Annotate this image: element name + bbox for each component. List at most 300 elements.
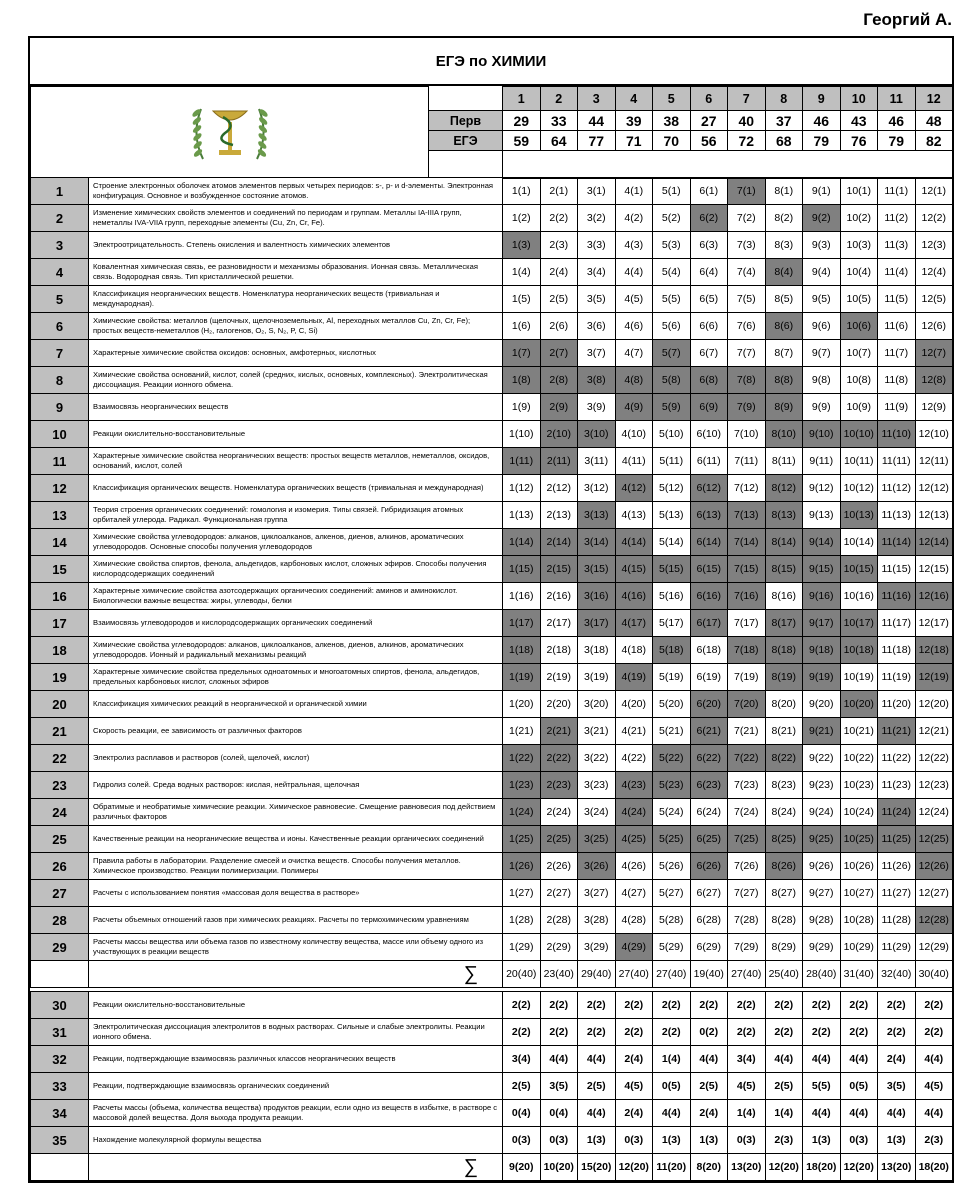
task-result-cell: 10(18) — [840, 637, 878, 664]
task-result-cell: 4(10) — [615, 421, 653, 448]
task-result-cell: 10(9) — [840, 394, 878, 421]
task-result-cell: 6(8) — [690, 367, 728, 394]
task-result-cell: 5(15) — [653, 556, 691, 583]
part1-total: 25(40) — [765, 961, 803, 988]
task-result-cell: 11(10) — [878, 421, 916, 448]
task-description: Классификация химических реакций в неорганической и органической химии — [89, 691, 503, 718]
task-result-cell: 3(27) — [578, 880, 616, 907]
task-result-cell: 5(29) — [653, 934, 691, 961]
task-result-cell: 2(19) — [540, 664, 578, 691]
task-result-cell: 7(14) — [728, 529, 766, 556]
task-result-cell: 3(5) — [578, 286, 616, 313]
task-result-cell: 2(2) — [540, 1019, 578, 1046]
task-result-cell: 10(16) — [840, 583, 878, 610]
task-result-cell: 2(4) — [540, 259, 578, 286]
task-result-cell: 2(24) — [540, 799, 578, 826]
task-result-cell: 0(4) — [503, 1100, 541, 1127]
perv-score: 48 — [915, 111, 953, 131]
task-number: 9 — [31, 394, 89, 421]
task-result-cell: 2(2) — [728, 992, 766, 1019]
task-result-cell: 6(24) — [690, 799, 728, 826]
part2-total: 18(20) — [803, 1154, 841, 1181]
col-number: 9 — [803, 87, 841, 111]
task-result-cell: 6(23) — [690, 772, 728, 799]
task-result-cell: 2(4) — [878, 1046, 916, 1073]
task-result-cell: 2(2) — [878, 1019, 916, 1046]
perv-score: 33 — [540, 111, 578, 131]
part2-total: 15(20) — [578, 1154, 616, 1181]
task-description: Химические свойства углеводородов: алканов, циклоалканов, алкенов, диенов, алкинов, ароматических углеводородов. Ионный и радикальный механизмы реакций — [89, 637, 503, 664]
task-result-cell: 9(8) — [803, 367, 841, 394]
task-result-cell: 10(25) — [840, 826, 878, 853]
task-result-cell: 5(25) — [653, 826, 691, 853]
task-result-cell: 0(4) — [540, 1100, 578, 1127]
task-result-cell: 11(25) — [878, 826, 916, 853]
task-result-cell: 8(26) — [765, 853, 803, 880]
part1-total: 29(40) — [578, 961, 616, 988]
task-result-cell: 2(3) — [540, 232, 578, 259]
task-result-cell: 2(28) — [540, 907, 578, 934]
task-result-cell: 8(1) — [765, 178, 803, 205]
task-result-cell: 12(24) — [915, 799, 953, 826]
task-result-cell: 8(2) — [765, 205, 803, 232]
task-result-cell: 4(20) — [615, 691, 653, 718]
task-result-cell: 5(7) — [653, 340, 691, 367]
task-result-cell: 4(16) — [615, 583, 653, 610]
task-result-cell: 11(4) — [878, 259, 916, 286]
task-result-cell: 12(12) — [915, 475, 953, 502]
task-result-cell: 7(28) — [728, 907, 766, 934]
task-row — [31, 1100, 953, 1127]
task-result-cell: 2(3) — [765, 1127, 803, 1154]
col-number: 1 — [503, 87, 541, 111]
task-number: 21 — [31, 718, 89, 745]
task-result-cell: 2(2) — [540, 992, 578, 1019]
ege-score: 59 — [503, 131, 541, 151]
task-number: 34 — [31, 1100, 89, 1127]
task-result-cell: 8(10) — [765, 421, 803, 448]
task-result-cell: 5(3) — [653, 232, 691, 259]
task-result-cell: 8(18) — [765, 637, 803, 664]
task-result-cell: 9(15) — [803, 556, 841, 583]
task-description: Расчеты массы (объема, количества вещества) продуктов реакции, если одно из веществ в избытке, в растворе с массовой долей вещества. Доля выхода продукта реакции. — [89, 1100, 503, 1127]
task-result-cell: 10(11) — [840, 448, 878, 475]
col-number: 12 — [915, 87, 953, 111]
task-result-cell: 9(9) — [803, 394, 841, 421]
task-result-cell: 4(6) — [615, 313, 653, 340]
task-result-cell: 1(12) — [503, 475, 541, 502]
task-result-cell: 11(23) — [878, 772, 916, 799]
task-result-cell: 5(11) — [653, 448, 691, 475]
task-result-cell: 2(20) — [540, 691, 578, 718]
task-result-cell: 12(6) — [915, 313, 953, 340]
task-result-cell: 1(5) — [503, 286, 541, 313]
task-result-cell: 12(18) — [915, 637, 953, 664]
task-result-cell: 4(15) — [615, 556, 653, 583]
task-result-cell: 6(14) — [690, 529, 728, 556]
task-result-cell: 4(13) — [615, 502, 653, 529]
task-result-cell: 4(5) — [728, 1073, 766, 1100]
task-row — [31, 772, 953, 799]
task-result-cell: 7(4) — [728, 259, 766, 286]
task-number: 7 — [31, 340, 89, 367]
task-description: Гидролиз солей. Среда водных растворов: кислая, нейтральная, щелочная — [89, 772, 503, 799]
task-result-cell: 11(19) — [878, 664, 916, 691]
logo-cell — [31, 87, 429, 178]
task-result-cell: 10(12) — [840, 475, 878, 502]
task-row — [31, 556, 953, 583]
task-row — [31, 799, 953, 826]
task-result-cell: 7(19) — [728, 664, 766, 691]
task-result-cell: 5(24) — [653, 799, 691, 826]
task-result-cell: 11(6) — [878, 313, 916, 340]
task-result-cell: 7(24) — [728, 799, 766, 826]
task-row — [31, 367, 953, 394]
part1-total: 31(40) — [840, 961, 878, 988]
task-description: Характерные химические свойства неорганических веществ: простых веществ металлов, неметаллов, оксидов, оснований, кислот, солей — [89, 448, 503, 475]
task-result-cell: 1(2) — [503, 205, 541, 232]
task-description: Химические свойства спиртов, фенола, альдегидов, карбоновых кислот, сложных эфиров. Способы получения кислородсодержащих соединений — [89, 556, 503, 583]
task-number: 13 — [31, 502, 89, 529]
task-result-cell: 12(17) — [915, 610, 953, 637]
task-result-cell: 4(4) — [803, 1100, 841, 1127]
task-result-cell: 9(25) — [803, 826, 841, 853]
part1-total: 19(40) — [690, 961, 728, 988]
task-result-cell: 11(27) — [878, 880, 916, 907]
task-result-cell: 12(5) — [915, 286, 953, 313]
blank-cell — [503, 151, 953, 178]
task-result-cell: 5(1) — [653, 178, 691, 205]
task-result-cell: 7(17) — [728, 610, 766, 637]
task-result-cell: 8(23) — [765, 772, 803, 799]
task-result-cell: 12(20) — [915, 691, 953, 718]
task-result-cell: 5(5) — [803, 1073, 841, 1100]
task-result-cell: 6(16) — [690, 583, 728, 610]
col-number: 5 — [653, 87, 691, 111]
task-result-cell: 7(3) — [728, 232, 766, 259]
task-result-cell: 3(28) — [578, 907, 616, 934]
task-result-cell: 12(9) — [915, 394, 953, 421]
task-number: 15 — [31, 556, 89, 583]
ege-score: 79 — [803, 131, 841, 151]
task-result-cell: 3(4) — [728, 1046, 766, 1073]
task-result-cell: 10(19) — [840, 664, 878, 691]
task-result-cell: 2(2) — [915, 1019, 953, 1046]
task-row — [31, 394, 953, 421]
task-result-cell: 3(9) — [578, 394, 616, 421]
task-description: Электролитическая диссоциация электролитов в водных растворах. Сильные и слабые электролиты. Реакции ионного обмена. — [89, 1019, 503, 1046]
task-result-cell: 9(4) — [803, 259, 841, 286]
task-description: Реакции, подтверждающие взаимосвязь органических соединений — [89, 1073, 503, 1100]
task-result-cell: 8(8) — [765, 367, 803, 394]
task-result-cell: 4(23) — [615, 772, 653, 799]
task-result-cell: 10(20) — [840, 691, 878, 718]
task-result-cell: 4(3) — [615, 232, 653, 259]
task-result-cell: 4(21) — [615, 718, 653, 745]
task-result-cell: 0(2) — [690, 1019, 728, 1046]
task-result-cell: 11(2) — [878, 205, 916, 232]
task-result-cell: 8(3) — [765, 232, 803, 259]
task-result-cell: 4(9) — [615, 394, 653, 421]
task-result-cell: 10(7) — [840, 340, 878, 367]
task-description: Химические свойства углеводородов: алканов, циклоалканов, алкенов, диенов, алкинов, ароматических углеводородов. Основные способы получения углеводородов — [89, 529, 503, 556]
task-result-cell: 6(12) — [690, 475, 728, 502]
task-result-cell: 10(29) — [840, 934, 878, 961]
task-result-cell: 1(26) — [503, 853, 541, 880]
task-result-cell: 12(16) — [915, 583, 953, 610]
task-result-cell: 1(3) — [653, 1127, 691, 1154]
part1-total: 30(40) — [915, 961, 953, 988]
task-result-cell: 1(4) — [765, 1100, 803, 1127]
task-description: Характерные химические свойства оксидов: основных, амфотерных, кислотных — [89, 340, 503, 367]
task-result-cell: 12(26) — [915, 853, 953, 880]
perv-score: 38 — [653, 111, 691, 131]
task-row — [31, 1019, 953, 1046]
results-sheet — [28, 36, 954, 1183]
task-number: 1 — [31, 178, 89, 205]
task-result-cell: 8(19) — [765, 664, 803, 691]
task-result-cell: 8(6) — [765, 313, 803, 340]
task-result-cell: 0(3) — [503, 1127, 541, 1154]
task-result-cell: 5(2) — [653, 205, 691, 232]
task-description: Химические свойства оснований, кислот, солей (средних, кислых, основных, комплексных). Электролитическая диссоциация. Реакции ионного обмена. — [89, 367, 503, 394]
task-result-cell: 1(3) — [803, 1127, 841, 1154]
task-result-cell: 3(14) — [578, 529, 616, 556]
row-label-perv: Перв — [429, 111, 503, 131]
row-label-ege: ЕГЭ — [429, 131, 503, 151]
task-result-cell: 9(29) — [803, 934, 841, 961]
task-result-cell: 3(22) — [578, 745, 616, 772]
task-result-cell: 2(3) — [915, 1127, 953, 1154]
task-result-cell: 11(7) — [878, 340, 916, 367]
task-number: 14 — [31, 529, 89, 556]
task-result-cell: 1(13) — [503, 502, 541, 529]
task-row — [31, 232, 953, 259]
task-description: Химические свойства: металлов (щелочных, щелочноземельных, Al, переходных металлов Cu, Zn, Cr, Fe); простых веществ-неметаллов (H₂, галогенов, O₂, S, N₂, P, C, Si) — [89, 313, 503, 340]
task-result-cell: 1(4) — [503, 259, 541, 286]
task-number: 2 — [31, 205, 89, 232]
task-result-cell: 2(5) — [690, 1073, 728, 1100]
task-result-cell: 2(10) — [540, 421, 578, 448]
task-result-cell: 1(19) — [503, 664, 541, 691]
task-result-cell: 7(7) — [728, 340, 766, 367]
task-row — [31, 340, 953, 367]
task-result-cell: 1(4) — [653, 1046, 691, 1073]
task-result-cell: 3(4) — [503, 1046, 541, 1073]
task-row — [31, 907, 953, 934]
task-result-cell: 12(25) — [915, 826, 953, 853]
task-result-cell: 2(2) — [765, 992, 803, 1019]
task-result-cell: 5(18) — [653, 637, 691, 664]
task-result-cell: 2(12) — [540, 475, 578, 502]
task-result-cell: 8(25) — [765, 826, 803, 853]
task-result-cell: 1(3) — [878, 1127, 916, 1154]
task-result-cell: 4(4) — [690, 1046, 728, 1073]
task-result-cell: 10(8) — [840, 367, 878, 394]
task-result-cell: 4(11) — [615, 448, 653, 475]
task-result-cell: 8(27) — [765, 880, 803, 907]
task-result-cell: 1(17) — [503, 610, 541, 637]
task-description: Классификация органических веществ. Номенклатура органических веществ (тривиальная и международная) — [89, 475, 503, 502]
task-result-cell: 0(3) — [840, 1127, 878, 1154]
task-result-cell: 1(16) — [503, 583, 541, 610]
task-result-cell: 2(2) — [653, 992, 691, 1019]
task-description: Реакции окислительно-восстановительные — [89, 421, 503, 448]
task-number: 12 — [31, 475, 89, 502]
task-description: Расчеты массы вещества или объема газов по известному количеству вещества, массе или объему одного из участвующих в реакции веществ — [89, 934, 503, 961]
sum-sign: ∑ — [89, 961, 503, 988]
task-result-cell: 10(13) — [840, 502, 878, 529]
task-result-cell: 11(5) — [878, 286, 916, 313]
task-result-cell: 7(16) — [728, 583, 766, 610]
task-description: Характерные химические свойства азотсодержащих органических соединений: аминов и аминокислот. Биологически важные вещества: жиры, углеводы, белки — [89, 583, 503, 610]
ege-score: 79 — [878, 131, 916, 151]
task-description: Теория строения органических соединений: гомология и изомерия. Типы связей. Гибридизация атомных орбиталей углерода. Радикал. Функциональная группа — [89, 502, 503, 529]
task-result-cell: 3(16) — [578, 583, 616, 610]
task-number: 3 — [31, 232, 89, 259]
task-result-cell: 12(3) — [915, 232, 953, 259]
task-result-cell: 4(26) — [615, 853, 653, 880]
task-result-cell: 7(27) — [728, 880, 766, 907]
task-number: 10 — [31, 421, 89, 448]
task-result-cell: 8(15) — [765, 556, 803, 583]
task-result-cell: 9(6) — [803, 313, 841, 340]
task-result-cell: 4(4) — [803, 1046, 841, 1073]
task-number: 20 — [31, 691, 89, 718]
task-result-cell: 3(4) — [578, 259, 616, 286]
task-number: 18 — [31, 637, 89, 664]
part2-total: 12(20) — [840, 1154, 878, 1181]
task-row — [31, 880, 953, 907]
task-result-cell: 2(2) — [653, 1019, 691, 1046]
task-result-cell: 9(23) — [803, 772, 841, 799]
task-result-cell: 9(12) — [803, 475, 841, 502]
task-result-cell: 3(5) — [878, 1073, 916, 1100]
task-row — [31, 610, 953, 637]
task-result-cell: 1(24) — [503, 799, 541, 826]
task-result-cell: 3(8) — [578, 367, 616, 394]
task-result-cell: 7(12) — [728, 475, 766, 502]
task-result-cell: 7(13) — [728, 502, 766, 529]
task-result-cell: 1(27) — [503, 880, 541, 907]
task-result-cell: 5(19) — [653, 664, 691, 691]
task-result-cell: 8(13) — [765, 502, 803, 529]
task-result-cell: 6(20) — [690, 691, 728, 718]
task-number: 35 — [31, 1127, 89, 1154]
task-result-cell: 1(3) — [503, 232, 541, 259]
task-row — [31, 637, 953, 664]
task-description: Расчеты с использованием понятия «массовая доля вещества в растворе» — [89, 880, 503, 907]
task-result-cell: 2(2) — [540, 205, 578, 232]
task-result-cell: 11(28) — [878, 907, 916, 934]
blank-cell — [31, 1154, 89, 1181]
task-result-cell: 1(25) — [503, 826, 541, 853]
task-result-cell: 4(17) — [615, 610, 653, 637]
task-result-cell: 8(12) — [765, 475, 803, 502]
task-result-cell: 2(2) — [578, 1019, 616, 1046]
task-result-cell: 12(8) — [915, 367, 953, 394]
task-result-cell: 9(27) — [803, 880, 841, 907]
task-result-cell: 10(3) — [840, 232, 878, 259]
task-result-cell: 12(15) — [915, 556, 953, 583]
task-result-cell: 11(24) — [878, 799, 916, 826]
task-result-cell: 2(18) — [540, 637, 578, 664]
task-result-cell: 2(4) — [690, 1100, 728, 1127]
task-result-cell: 1(3) — [690, 1127, 728, 1154]
task-result-cell: 0(3) — [615, 1127, 653, 1154]
task-description: Правила работы в лаборатории. Разделение смесей и очистка веществ. Способы получения металлов. Химическое производство. Реакции полимеризации. Полимеры — [89, 853, 503, 880]
task-result-cell: 5(9) — [653, 394, 691, 421]
task-description: Обратимые и необратимые химические реакции. Химическое равновесие. Смещение равновесия под действием различных факторов — [89, 799, 503, 826]
task-result-cell: 3(3) — [578, 232, 616, 259]
perv-score: 40 — [728, 111, 766, 131]
part2-total: 13(20) — [878, 1154, 916, 1181]
task-number: 26 — [31, 853, 89, 880]
task-result-cell: 0(3) — [540, 1127, 578, 1154]
task-result-cell: 7(8) — [728, 367, 766, 394]
task-result-cell: 2(2) — [503, 1019, 541, 1046]
task-result-cell: 6(11) — [690, 448, 728, 475]
task-result-cell: 12(7) — [915, 340, 953, 367]
task-result-cell: 8(24) — [765, 799, 803, 826]
part1-total: 32(40) — [878, 961, 916, 988]
task-result-cell: 12(22) — [915, 745, 953, 772]
task-result-cell: 5(20) — [653, 691, 691, 718]
task-result-cell: 4(19) — [615, 664, 653, 691]
ege-score: 72 — [728, 131, 766, 151]
task-row — [31, 529, 953, 556]
part2-total: 11(20) — [653, 1154, 691, 1181]
task-result-cell: 11(14) — [878, 529, 916, 556]
task-description: Скорость реакции, ее зависимость от различных факторов — [89, 718, 503, 745]
part2-total: 8(20) — [690, 1154, 728, 1181]
part1-total: 27(40) — [728, 961, 766, 988]
task-result-cell: 2(2) — [803, 992, 841, 1019]
task-result-cell: 9(19) — [803, 664, 841, 691]
task-result-cell: 2(5) — [540, 286, 578, 313]
task-result-cell: 6(25) — [690, 826, 728, 853]
task-result-cell: 1(1) — [503, 178, 541, 205]
perv-score: 39 — [615, 111, 653, 131]
task-result-cell: 4(4) — [915, 1046, 953, 1073]
task-result-cell: 3(15) — [578, 556, 616, 583]
task-result-cell: 9(13) — [803, 502, 841, 529]
task-result-cell: 2(8) — [540, 367, 578, 394]
part1-total: 28(40) — [803, 961, 841, 988]
task-result-cell: 4(2) — [615, 205, 653, 232]
task-result-cell: 6(15) — [690, 556, 728, 583]
task-result-cell: 2(2) — [840, 992, 878, 1019]
col-number: 10 — [840, 87, 878, 111]
task-result-cell: 7(23) — [728, 772, 766, 799]
task-result-cell: 8(22) — [765, 745, 803, 772]
task-result-cell: 2(17) — [540, 610, 578, 637]
task-number: 22 — [31, 745, 89, 772]
task-result-cell: 3(13) — [578, 502, 616, 529]
ege-score: 68 — [765, 131, 803, 151]
task-result-cell: 10(28) — [840, 907, 878, 934]
task-result-cell: 11(15) — [878, 556, 916, 583]
task-result-cell: 4(5) — [615, 1073, 653, 1100]
task-result-cell: 3(18) — [578, 637, 616, 664]
task-result-cell: 5(22) — [653, 745, 691, 772]
task-result-cell: 12(29) — [915, 934, 953, 961]
task-result-cell: 10(21) — [840, 718, 878, 745]
task-result-cell: 2(16) — [540, 583, 578, 610]
task-result-cell: 4(27) — [615, 880, 653, 907]
task-result-cell: 2(21) — [540, 718, 578, 745]
task-result-cell: 4(25) — [615, 826, 653, 853]
